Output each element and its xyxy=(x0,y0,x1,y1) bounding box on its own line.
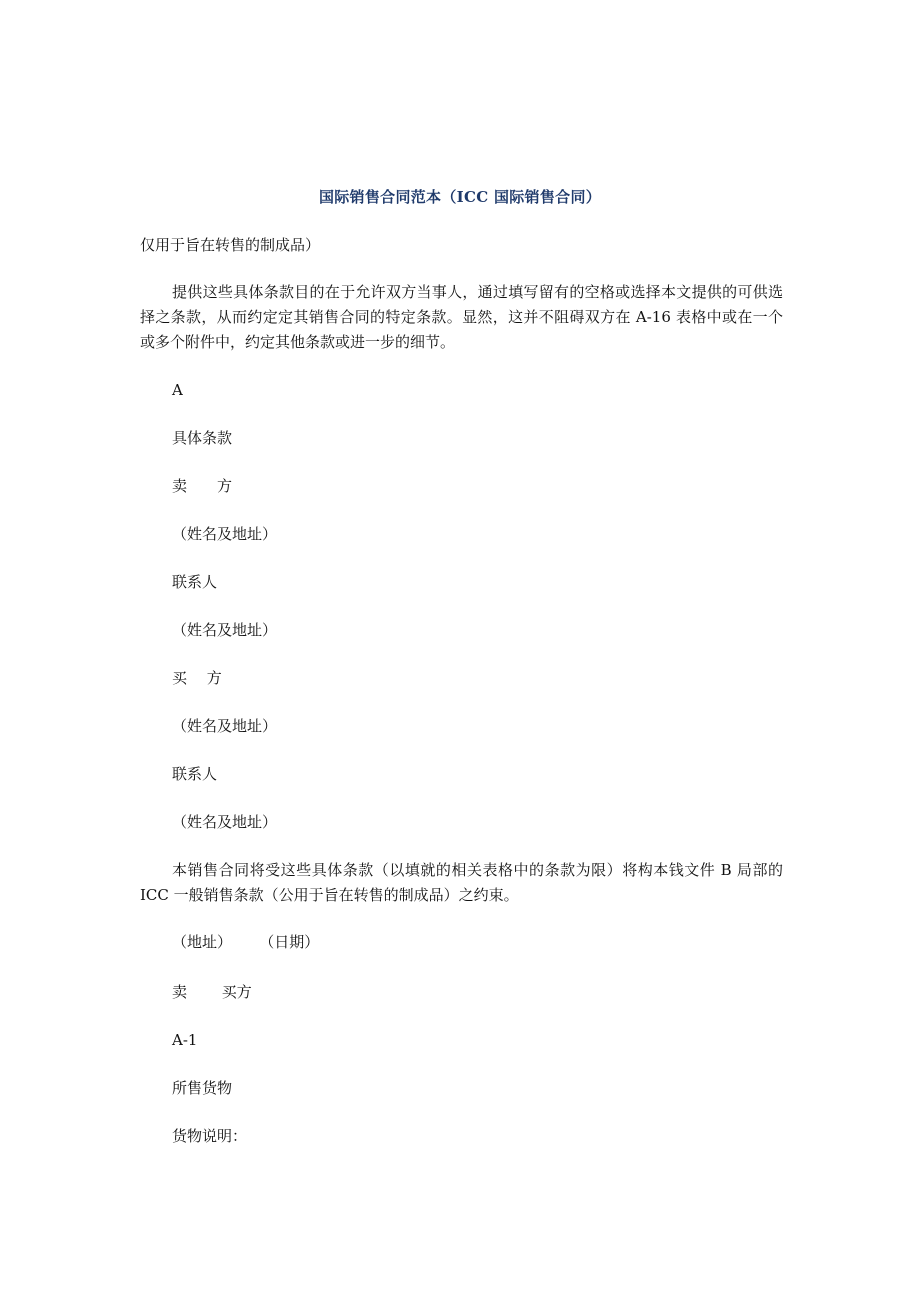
section-a1-title: 所售货物 xyxy=(172,1079,233,1097)
document-title: 国际销售合同范本（ICC 国际销售合同） xyxy=(318,188,602,206)
binding-clause-paragraph: 本销售合同将受这些具体条款（以填就的相关表格中的条款为限）将构本钱文件 B 局部的 ICC 一般销售条款（公用于旨在转售的制成品）之约束。 xyxy=(140,861,783,904)
seller-name-address: （姓名及地址） xyxy=(172,525,278,543)
seller-contact-name-address: （姓名及地址） xyxy=(172,621,278,639)
goods-description-label: 货物说明： xyxy=(172,1127,248,1145)
section-a1-label: A-1 xyxy=(172,1031,198,1049)
buyer-label: 买 方 xyxy=(172,669,222,687)
seller-label: 卖 方 xyxy=(172,477,233,495)
document-subtitle: 仅用于旨在转售的制成品） xyxy=(140,236,321,254)
place-date-line: （地址） （日期） xyxy=(172,933,320,951)
buyer-contact-label: 联系人 xyxy=(172,765,218,783)
intro-paragraph: 提供这些具体条款目的在于允许双方当事人，通过填写留有的空格或选择本文提供的可供选择之条款，从而约定定其销售合同的特定条款。显然，这并不阻碍双方在 A-16 表格中或在一个或多个附件中，约定其他条款或进一步的细节。 xyxy=(140,283,783,351)
signatures-line: 卖 买方 xyxy=(172,983,252,1001)
section-a-title: 具体条款 xyxy=(172,429,233,447)
seller-contact-label: 联系人 xyxy=(172,573,218,591)
buyer-contact-name-address: （姓名及地址） xyxy=(172,813,278,831)
buyer-name-address: （姓名及地址） xyxy=(172,717,278,735)
section-a-label: A xyxy=(172,381,183,399)
